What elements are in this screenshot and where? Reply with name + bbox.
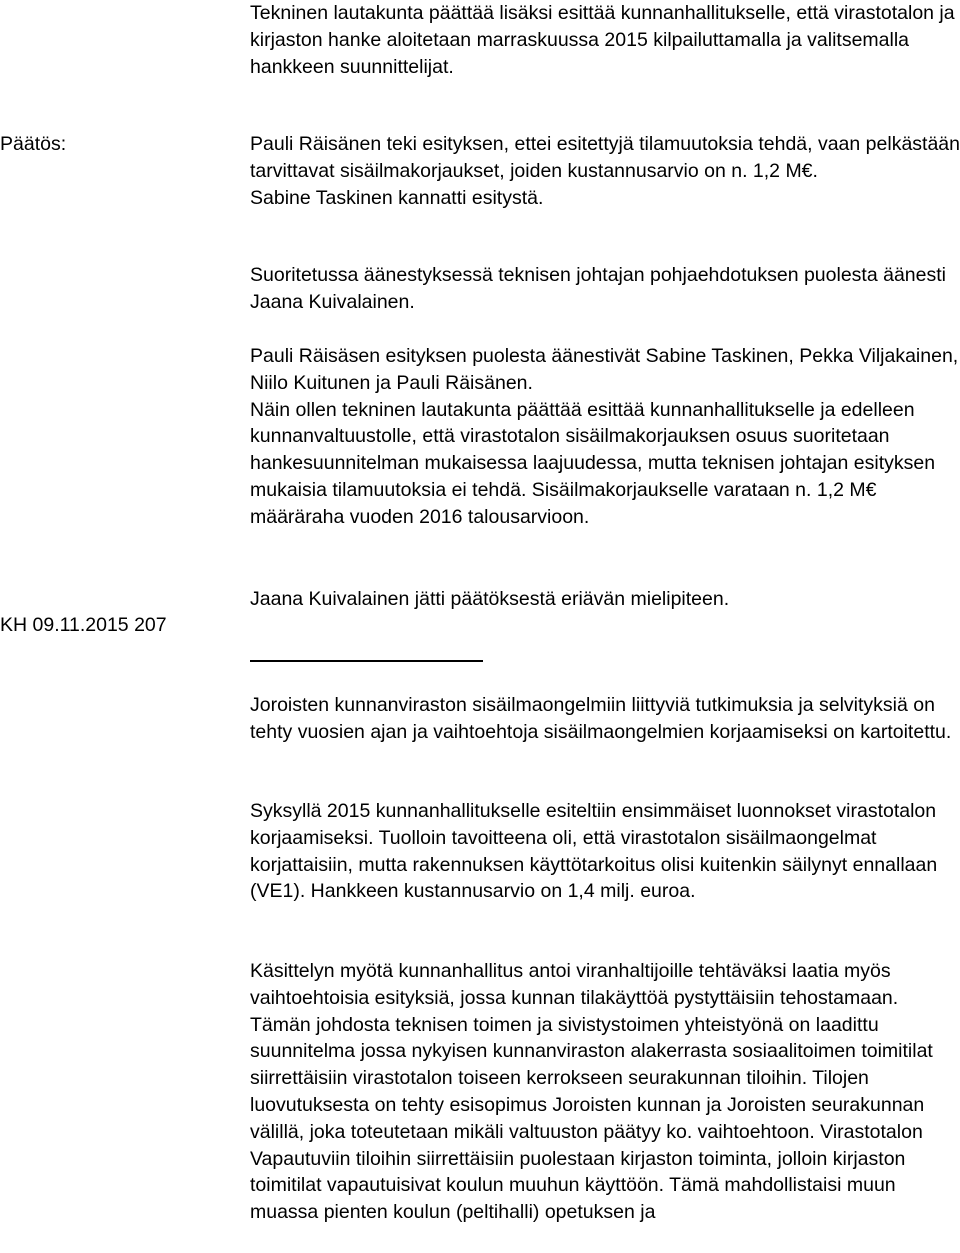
kh-paragraph-1: Joroisten kunnanviraston sisäilmaongelmiin liittyviä tutkimuksia ja selvityksiä on tehty vuosien ajan ja vaihtoehtoja sisäilmaongelmien korjaamiseksi on kartoitettu. [250, 694, 952, 743]
decision-section [250, 131, 960, 211]
kh-paragraph-3-block [250, 958, 960, 1226]
vote-paragraph-1: Suoritetussa äänestyksessä teknisen johtajan pohjaehdotuksen puolesta äänesti Jaana Kuivalainen. [250, 264, 946, 313]
kh-paragraph-2-block [250, 798, 960, 905]
vote-paragraph-2: Pauli Räisäsen esityksen puolesta äänestivät Sabine Taskinen, Pekka Viljakainen, Niilo Kuitunen ja Pauli Räisänen. [250, 345, 959, 394]
dissent-paragraph: Jaana Kuivalainen jätti päätöksestä eriävän mielipiteen. [250, 588, 730, 610]
section-divider [250, 660, 483, 662]
decision-label: Päätös: [0, 133, 67, 155]
kh-paragraph-3: Käsittelyn myötä kunnanhallitus antoi viranhaltijoille tehtäväksi laatia myös vaihtoehtoisia esityksiä, jossa kunnan tilakäyttöä pystyttäisiin tehostamaan. Tämän johdosta teknisen toimen ja sivistystoimen yhteistyönä on laadittu suunnitelma jossa nykyisen kunnanviraston alakerrasta sosiaalitoimen toimitilat siirrettäisiin virastotalon toiseen kerrokseen seurakunnan tiloihin. Tilojen luovutuksesta on tehty esisopimus Joroisten kunnan ja Joroisten seurakunnan välillä, joka toteutetaan mikäli valtuuston päätyy ko. vaihtoehtoon. Virastotalon Vapautuviin tiloihin siirrettäisiin puolestaan kirjaston toiminta, jolloin kirjaston toimitilat vapautuisivat koulun muuhun käyttöön. Tämä mahdollistaisi muun muassa pienten koulun (peltihalli) opetuksen ja [250, 960, 933, 1224]
conclusion-paragraph: Näin ollen tekninen lautakunta päättää esittää kunnanhallitukselle ja edelleen kunnanvaltuustolle, että virastotalon sisäilmakorjauksen osuus suoritetaan hankesuunnitelman mukaisessa laajuudessa, mutta teknisen johtajan esityksen mukaisia tilamuutoksia ei tehdä. Sisäilmakorjaukselle varataan n. 1,2 M€ määräraha vuoden 2016 talousarvioon. [250, 398, 936, 528]
kh-paragraph-1-block [250, 692, 960, 746]
proposal-paragraph: Pauli Räisänen teki esityksen, ettei esitettyjä tilamuutoksia tehdä, vaan pelkästään tarvittavat sisäilmakorjaukset, joiden kustannusarvio on n. 1,2 M€. [250, 133, 960, 182]
intro-paragraph: Tekninen lautakunta päättää lisäksi esittää kunnanhallitukselle, että virastotalon ja kirjaston hanke aloitetaan marraskuussa 2015 kilpailuttamalla ja valitsemalla hankkeen suunnittelijat. [250, 2, 955, 78]
intro-section [250, 0, 960, 80]
kh-meeting-label: KH 09.11.2015 207 [0, 614, 167, 636]
dissent-section [250, 586, 960, 613]
vote-section [250, 262, 960, 316]
vote-result-section [250, 343, 960, 531]
seconding-paragraph: Sabine Taskinen kannatti esitystä. [250, 186, 544, 209]
kh-paragraph-2: Syksyllä 2015 kunnanhallitukselle esiteltiin ensimmäiset luonnokset virastotalon korjaamiseksi. Tuolloin tavoitteena oli, että virastotalon sisäilmaongelmat korjattaisiin, mutta rakennuksen käyttötarkoitus olisi kuitenkin säilynyt ennallaan (VE1). Hankkeen kustannusarvio on 1,4 milj. euroa. [250, 800, 938, 903]
